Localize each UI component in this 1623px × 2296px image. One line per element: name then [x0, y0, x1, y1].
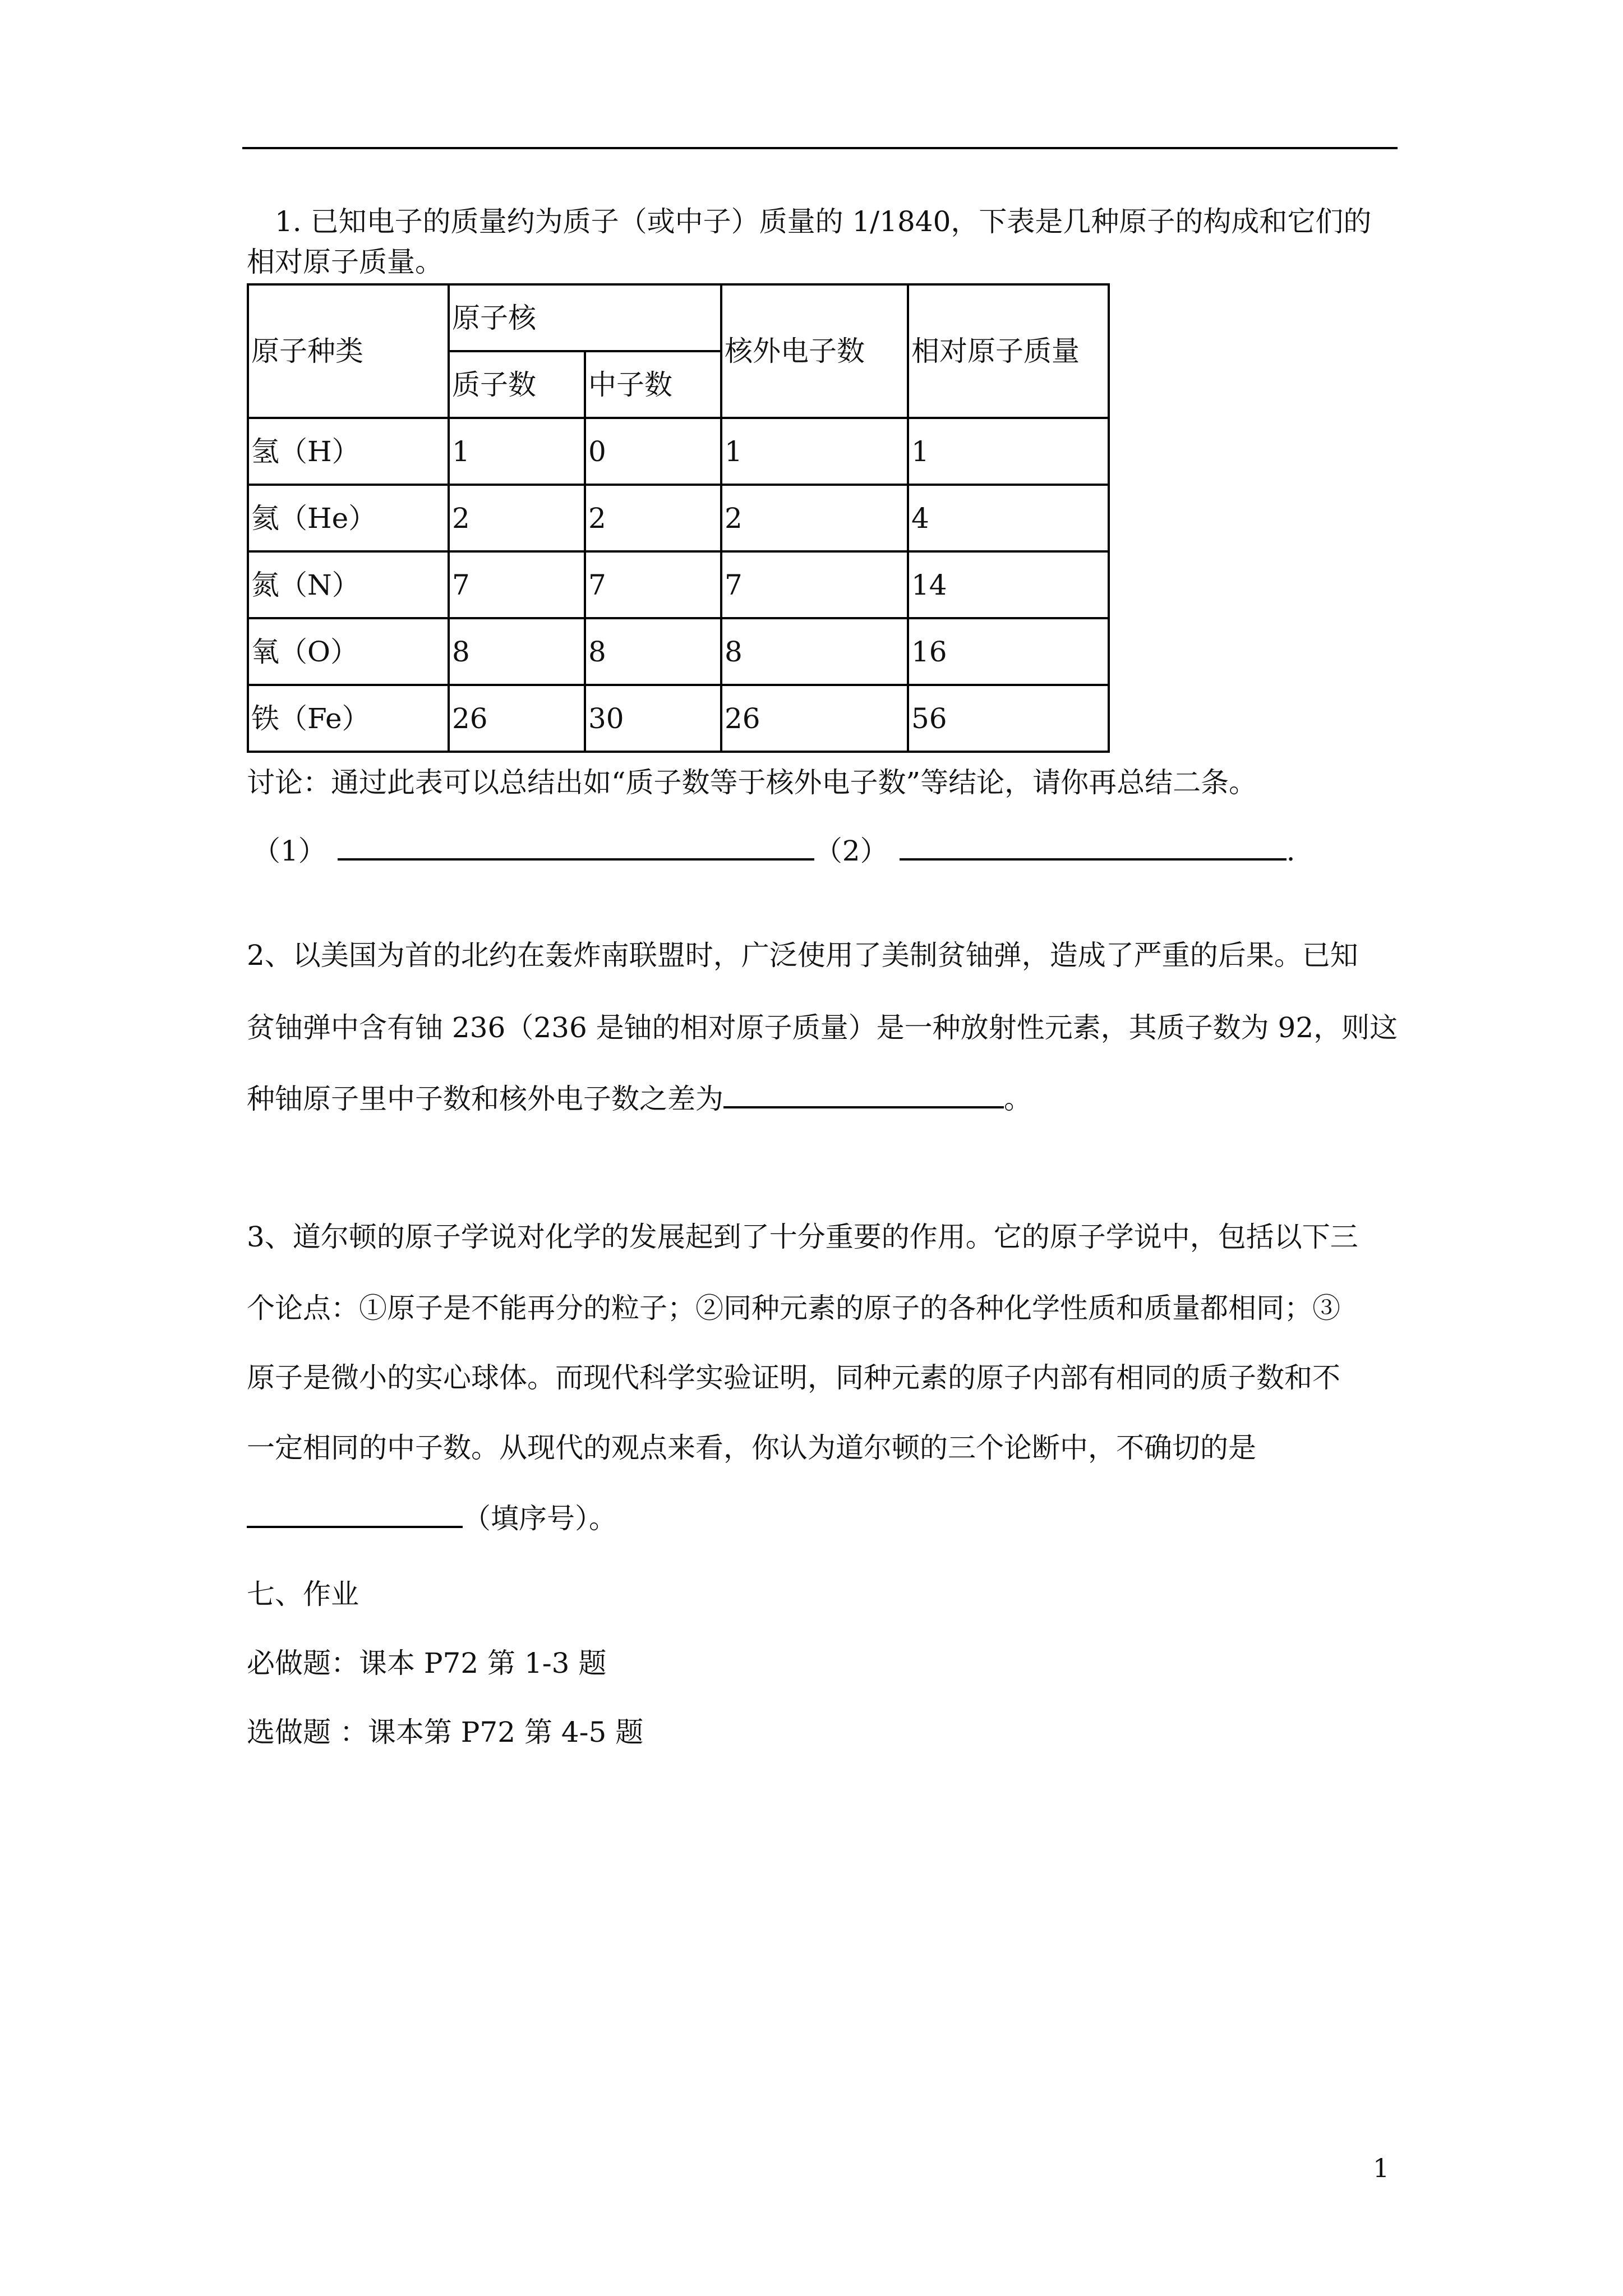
answer-blank-q3[interactable] — [247, 1498, 463, 1528]
header-relative-mass: 相对原子质量 — [908, 284, 1109, 418]
cell-electrons: 8 — [721, 618, 908, 685]
cell-neutrons: 7 — [585, 551, 721, 618]
table-row — [248, 418, 1109, 485]
table-row — [248, 618, 1109, 685]
cell-atom: 铁（Fe） — [248, 685, 449, 752]
cell-electrons: 1 — [721, 418, 908, 485]
q1-intro-line1: 1. 已知电子的质量约为质子（或中子）质量的 1/1840，下表是几种原子的构成和它们的 — [275, 205, 1372, 238]
q3-line1: 3、道尔顿的原子学说对化学的发展起到了十分重要的作用。它的原子学说中，包括以下三 — [247, 1221, 1358, 1253]
q2-line3-end: 。 — [1004, 1083, 1032, 1115]
answer-blank-q2[interactable] — [723, 1078, 1004, 1108]
homework-required: 必做题：课本 P72 第 1-3 题 — [247, 1647, 607, 1680]
q1-intro-line2: 相对原子质量。 — [247, 246, 443, 278]
answer-blank-2[interactable] — [900, 830, 1287, 861]
table-row — [248, 551, 1109, 618]
homework-optional: 选做题 ：课本第 P72 第 4-5 题 — [247, 1716, 644, 1749]
cell-neutrons: 0 — [585, 418, 721, 485]
header-nucleus: 原子核 — [449, 284, 721, 351]
cell-protons: 2 — [449, 485, 585, 551]
q3-line5-end: （填序号）。 — [463, 1502, 617, 1535]
cell-protons: 7 — [449, 551, 585, 618]
cell-protons: 26 — [449, 685, 585, 752]
cell-mass: 14 — [908, 551, 1109, 618]
blank-end: . — [1286, 835, 1295, 867]
q1-discussion: 讨论：通过此表可以总结出如“质子数等于核外电子数”等结论，请你再总结二条。 — [247, 766, 1257, 799]
cell-mass: 1 — [908, 418, 1109, 485]
cell-electrons: 7 — [721, 551, 908, 618]
q2-line3-text: 种铀原子里中子数和核外电子数之差为 — [247, 1083, 723, 1115]
q2-line3 — [247, 1078, 1402, 1119]
blank2-label: （2） — [814, 835, 888, 867]
cell-mass: 56 — [908, 685, 1109, 752]
cell-electrons: 2 — [721, 485, 908, 551]
header-neutrons: 中子数 — [585, 351, 721, 418]
cell-neutrons: 30 — [585, 685, 721, 752]
cell-atom: 氧（O） — [248, 618, 449, 685]
table-row — [248, 685, 1109, 752]
cell-atom: 氢（H） — [248, 418, 449, 485]
blank1-label: （1） — [252, 835, 326, 867]
header-electrons: 核外电子数 — [721, 284, 908, 418]
q1-answer-line — [252, 830, 1408, 871]
cell-atom: 氦（He） — [248, 485, 449, 551]
cell-neutrons: 8 — [585, 618, 721, 685]
answer-blank-1[interactable] — [338, 830, 814, 861]
cell-neutrons: 2 — [585, 485, 721, 551]
homework-title: 七、作业 — [247, 1578, 359, 1611]
q3-line4: 一定相同的中子数。从现代的观点来看，你认为道尔顿的三个论断中，不确切的是 — [247, 1432, 1256, 1464]
q3-line2: 个论点：①原子是不能再分的粒子；②同种元素的原子的各种化学性质和质量都相同；③ — [247, 1292, 1340, 1324]
q3-line5 — [247, 1498, 1402, 1538]
table-row — [248, 485, 1109, 551]
cell-protons: 1 — [449, 418, 585, 485]
cell-mass: 16 — [908, 618, 1109, 685]
cell-electrons: 26 — [721, 685, 908, 752]
page-number: 1 — [1373, 2153, 1390, 2183]
header-protons: 质子数 — [449, 351, 585, 418]
cell-mass: 4 — [908, 485, 1109, 551]
cell-atom: 氮（N） — [248, 551, 449, 618]
q2-line2: 贫铀弹中含有铀 236（236 是铀的相对原子质量）是一种放射性元素，其质子数为 92，则这 — [247, 1011, 1398, 1044]
header-rule — [242, 147, 1398, 149]
q3-line3: 原子是微小的实心球体。而现代科学实验证明，同种元素的原子内部有相同的质子数和不 — [247, 1361, 1340, 1394]
header-atom-type: 原子种类 — [248, 284, 449, 418]
cell-protons: 8 — [449, 618, 585, 685]
atom-table — [247, 283, 1110, 753]
q2-line1: 2、以美国为首的北约在轰炸南联盟时，广泛使用了美制贫铀弹，造成了严重的后果。已知 — [247, 939, 1358, 972]
